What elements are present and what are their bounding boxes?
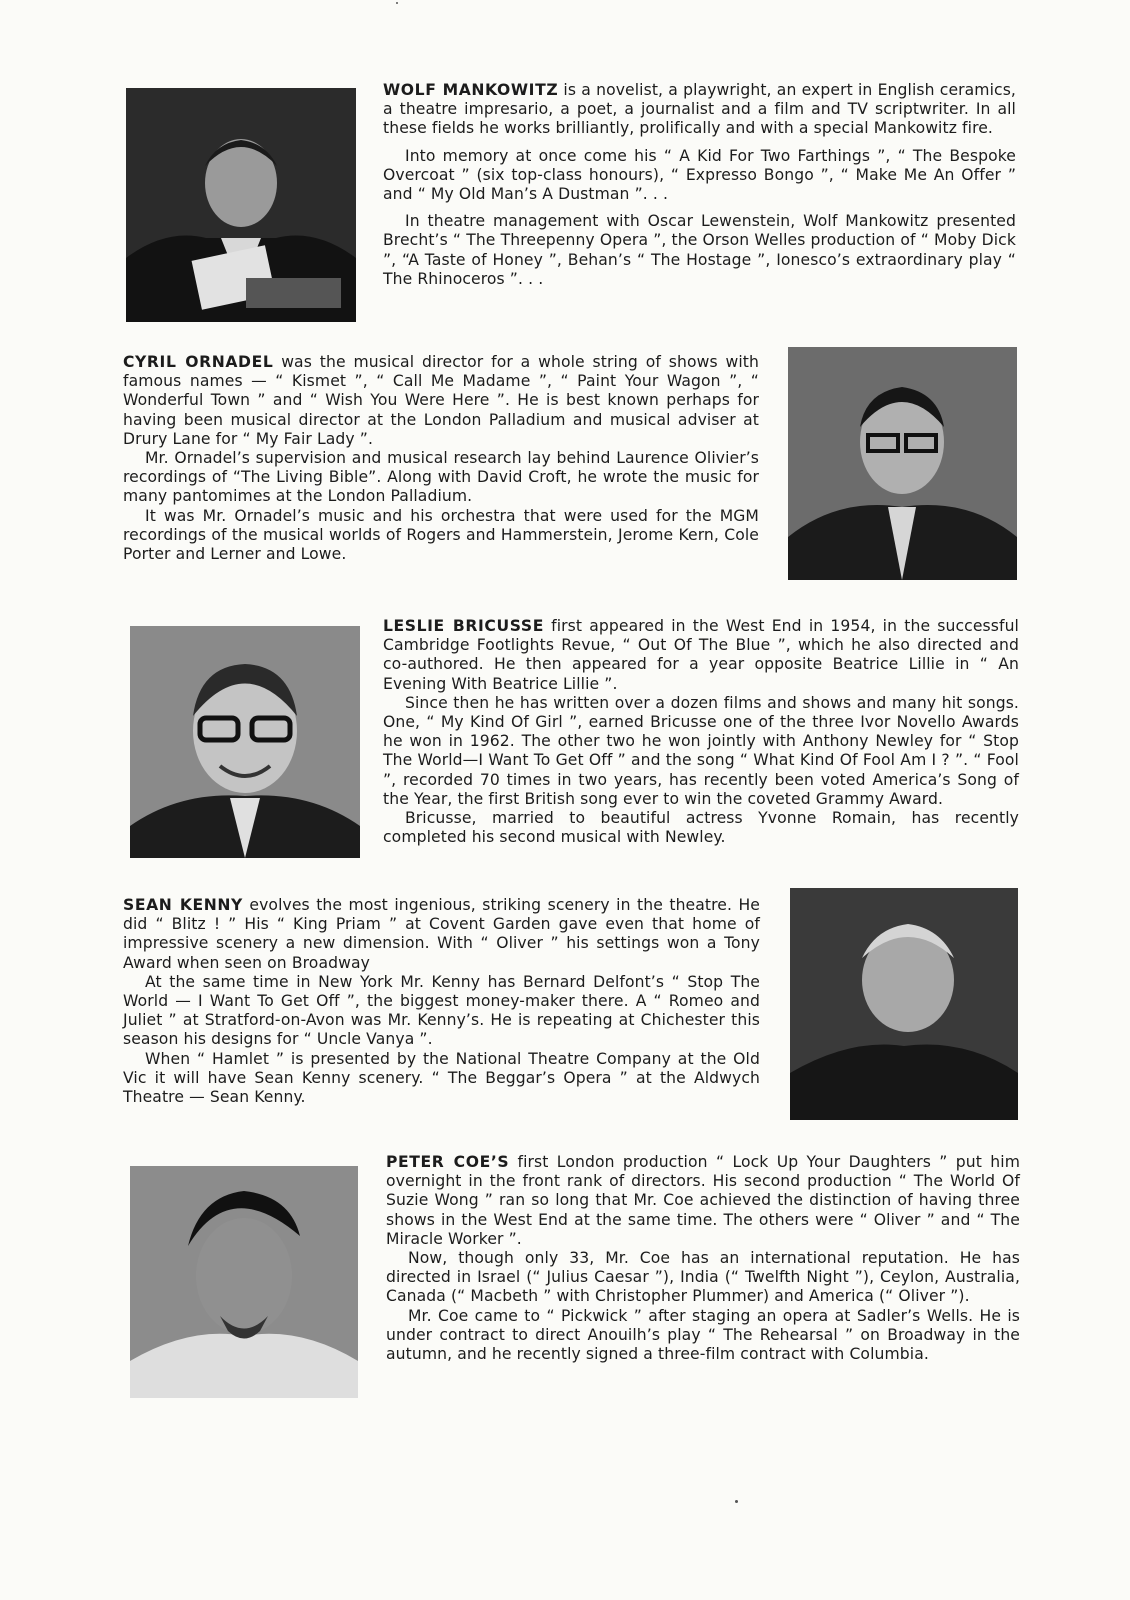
- bio-paragraph: Mr. Ornadel’s supervision and musical research lay behind Laurence Olivier’s recordings of “The Living Bible”. Along with David Croft, he wrote the music for many pantomimes at the London Palladium.: [123, 449, 759, 506]
- photo-peter-coe: [130, 1166, 358, 1398]
- bio-paragraph: Mr. Coe came to “ Pickwick ” after staging an opera at Sadler’s Wells. He is under contract to direct Anouilh’s play “ The Rehearsal ” on Broadway in the autumn, and he recently signed a three-film contract with Columbia.: [386, 1306, 1020, 1364]
- bio-text: is a novelist, a playwright, an expert in English ceramics, a theatre impresario, a poet, a journalist and a film and TV scriptwriter. In all these fields he works brilliantly, prolifically and with a special Mankowitz fire.: [383, 81, 1016, 138]
- person-name: WOLF MANKOWITZ: [383, 81, 559, 99]
- photo-sean-kenny: [790, 888, 1018, 1120]
- bio-text: was the musical director for a whole string of shows with famous names — “ Kismet ”, “ Call Me Madame ”, “ Paint Your Wagon ”, “ Wonderful Town ” and “ Wish You Were Here ”. He is best known perhaps for having been musical director at the London Palladium and musical adviser at Drury Lane for “ My Fair Lady ”.: [123, 353, 759, 448]
- bio-sean-kenny: [123, 896, 760, 1107]
- bio-text: evolves the most ingenious, striking scenery in the theatre. He did “ Blitz ! ” His “ King Priam ” at Covent Garden gave even that home of impressive scenery a new dimension. With “ Oliver ” his settings won a Tony Award when seen on Broadway: [123, 896, 760, 972]
- photo-leslie-bricusse: [130, 626, 360, 858]
- bio-paragraph: Now, though only 33, Mr. Coe has an international reputation. He has directed in Israel (“ Julius Caesar ”), India (“ Twelfth Night ”), Ceylon, Australia, Canada (“ Macbeth ” with Christopher Plummer) and America (“ Oliver ”).: [386, 1249, 1020, 1306]
- bio-text: first London production “ Lock Up Your Daughters ” put him overnight in the front rank of directors. His second production “ The World Of Suzie Wong ” ran so long that Mr. Coe achieved the distinction of having three shows in the West End at the same time. The others were “ Oliver ” and “ The Miracle Worker ”.: [386, 1153, 1020, 1248]
- bio-paragraph: Since then he has written over a dozen films and shows and many hit songs. One, “ My Kind Of Girl ”, earned Bricusse one of the three Ivor Novello Awards he won in 1962. The other two he won jointly with Anthony Newley for “ Stop The World—I Want To Get Off ” and the song “ What Kind Of Fool Am I ? ”. “ Fool ”, recorded 70 times in two years, has recently been voted America’s Song of the Year, the first British song ever to win the coveted Grammy Award.: [383, 693, 1019, 808]
- bio-paragraph: Into memory at once come his “ A Kid For Two Farthings ”, “ The Bespoke Overcoat ” (six top-class honours), “ Expresso Bongo ”, “ Make Me An Offer ” and “ My Old Man’s A Dustman ”. . .: [383, 146, 1016, 204]
- bio-paragraph: Bricusse, married to beautiful actress Yvonne Romain, has recently completed his second musical with Newley.: [383, 809, 1019, 847]
- bio-paragraph: In theatre management with Oscar Lewenstein, Wolf Mankowitz presented Brecht’s “ The Threepenny Opera ”, the Orson Welles production of “ Moby Dick ”, “A Taste of Honey ”, Behan’s “ The Hostage ”, Ionesco’s extraordinary play “ The Rhinoceros ”. . .: [383, 212, 1016, 288]
- bio-wolf-mankowitz: [383, 81, 1016, 289]
- person-name: CYRIL ORNADEL: [123, 353, 274, 371]
- print-speck: [396, 2, 398, 4]
- person-name: PETER COE’S: [386, 1153, 510, 1171]
- person-name: SEAN KENNY: [123, 896, 243, 914]
- photo-wolf-mankowitz: [126, 88, 356, 322]
- bio-leslie-bricusse: [383, 617, 1019, 847]
- bio-cyril-ornadel: [123, 353, 759, 564]
- bio-paragraph: It was Mr. Ornadel’s music and his orchestra that were used for the MGM recordings of the musical worlds of Rogers and Hammerstein, Jerome Kern, Cole Porter and Lerner and Lowe.: [123, 506, 759, 564]
- bio-paragraph: At the same time in New York Mr. Kenny has Bernard Delfont’s “ Stop The World — I Want To Get Off ”, the biggest money-maker there. A “ Romeo and Juliet ” at Stratford-on-Avon was Mr. Kenny’s. He is repeating at Chichester this season his designs for “ Uncle Vanya ”.: [123, 972, 760, 1049]
- bio-peter-coe: [386, 1153, 1020, 1364]
- photo-cyril-ornadel: [788, 347, 1017, 580]
- bio-paragraph: When “ Hamlet ” is presented by the National Theatre Company at the Old Vic it will have Sean Kenny scenery. “ The Beggar’s Opera ” at the Aldwych Theatre — Sean Kenny.: [123, 1049, 760, 1107]
- bio-text: first appeared in the West End in 1954, in the successful Cambridge Footlights Revue, “ Out Of The Blue ”, which he also directed and co-authored. He then appeared for a year opposite Beatrice Lillie in “ An Evening With Beatrice Lillie ”.: [383, 617, 1019, 693]
- person-name: LESLIE BRICUSSE: [383, 617, 544, 635]
- print-speck: [735, 1500, 738, 1503]
